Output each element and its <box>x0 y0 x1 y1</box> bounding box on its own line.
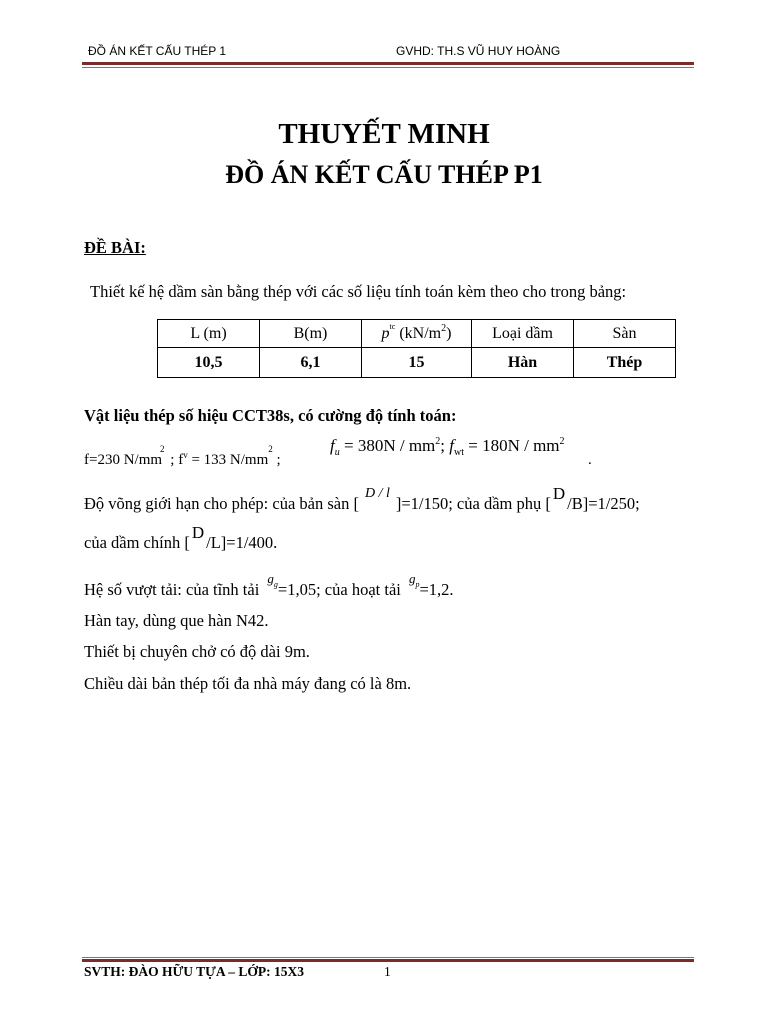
load-text-a: Hệ số vượt tải: của tĩnh tải <box>84 580 260 599</box>
section-heading: ĐỀ BÀI: <box>84 238 146 257</box>
gamma-p: g <box>408 571 416 586</box>
fwt-sub: wt <box>454 447 464 458</box>
th-beam: Loại dầm <box>472 320 574 348</box>
strength-dot: . <box>588 452 592 468</box>
header-left: ĐỒ ÁN KẾT CẤU THÉP 1 <box>88 44 227 58</box>
load-text-b: =1,05; của hoạt tải <box>277 580 401 599</box>
frac-d-l: D <box>191 523 205 542</box>
strength-fu-fwt <box>330 436 565 456</box>
load-text-c: =1,2. <box>419 580 454 599</box>
p-unit-pre: (kN/m <box>399 324 442 342</box>
line-welding: Hàn tay, dùng que hàn N42. <box>84 611 269 630</box>
page-number: 1 <box>384 964 391 979</box>
footer-text: SVTH: ĐÀO HỮU TỰA – LỚP: 15X3 <box>84 964 305 979</box>
header-rule-thin <box>82 67 694 68</box>
footer-rule-thin <box>82 957 694 958</box>
header-right: GVHD: TH.S VŨ HUY HOÀNG <box>396 44 561 58</box>
fu-exp: 2 <box>435 436 441 447</box>
line-plate-length: Chiều dài bản thép tối đa nhà máy đang có là 8m. <box>84 674 412 693</box>
cell-l: 10,5 <box>158 348 260 378</box>
spec-table <box>157 319 676 378</box>
fwt-f: f <box>449 436 454 455</box>
cell-floor: Thép <box>574 348 676 378</box>
table-header-row <box>158 320 676 348</box>
deflection-text-d: của dầm chính [ <box>84 533 190 552</box>
fv-f: f <box>178 452 184 468</box>
deflection-line-1 <box>84 484 640 514</box>
sep-3: ; <box>440 436 446 455</box>
sep-1: ; <box>170 452 175 468</box>
fu-f: f <box>330 436 335 455</box>
intro-text: Thiết kế hệ dầm sàn bằng thép với các số liệu tính toán kèm theo cho trong bảng: <box>90 282 627 301</box>
sep-2: ; <box>276 452 281 468</box>
th-p <box>362 320 472 348</box>
p-sup: tc <box>389 321 396 331</box>
table-row <box>158 348 676 378</box>
gamma-g: g <box>267 571 274 586</box>
title-line-1: THUYẾT MINH <box>278 118 490 150</box>
p-unit-post: ) <box>446 324 452 342</box>
p-symbol: p <box>381 324 390 342</box>
fu-rest: = 380N / mm <box>339 436 436 455</box>
fwt-exp: 2 <box>559 436 565 447</box>
frac-dl: D / l <box>364 486 390 501</box>
fwt-rest: = 180N / mm <box>464 436 560 455</box>
cell-p: 15 <box>362 348 472 378</box>
fu-sub: u <box>334 447 340 458</box>
deflection-text-c: /B]=1/250; <box>567 494 640 513</box>
fv-rest: = 133 N/mm <box>187 452 269 468</box>
f-exp: 2 <box>160 444 165 454</box>
fv-sup: v <box>183 450 188 460</box>
gamma-g-sub: g <box>273 580 278 589</box>
fv-exp: 2 <box>268 444 273 454</box>
strength-f <box>84 444 281 469</box>
deflection-text-b: ]=1/150; của dầm phụ [ <box>395 494 551 513</box>
th-b: B(m) <box>260 320 362 348</box>
frac-d-b: D <box>552 484 566 503</box>
load-factor-line <box>84 571 454 600</box>
line-transport: Thiết bị chuyên chở có độ dài 9m. <box>84 642 310 661</box>
deflection-line-2 <box>84 523 278 553</box>
th-l: L (m) <box>158 320 260 348</box>
material-heading: Vật liệu thép số hiệu CCT38s, có cường độ tính toán: <box>84 406 457 425</box>
cell-beam: Hàn <box>472 348 574 378</box>
cell-b: 6,1 <box>260 348 362 378</box>
th-floor: Sàn <box>574 320 676 348</box>
f-text: f=230 N/mm <box>84 452 163 468</box>
gamma-p-sub: p <box>415 580 420 589</box>
p-unit-exp: 2 <box>441 322 447 334</box>
deflection-text-e: /L]=1/400. <box>206 533 278 552</box>
title-line-2: ĐỒ ÁN KẾT CẤU THÉP P1 <box>225 160 543 189</box>
deflection-text-a: Độ võng giới hạn cho phép: của bản sàn [ <box>84 494 359 513</box>
header-rule-thick <box>82 62 694 65</box>
footer-rule-thick <box>82 959 694 962</box>
